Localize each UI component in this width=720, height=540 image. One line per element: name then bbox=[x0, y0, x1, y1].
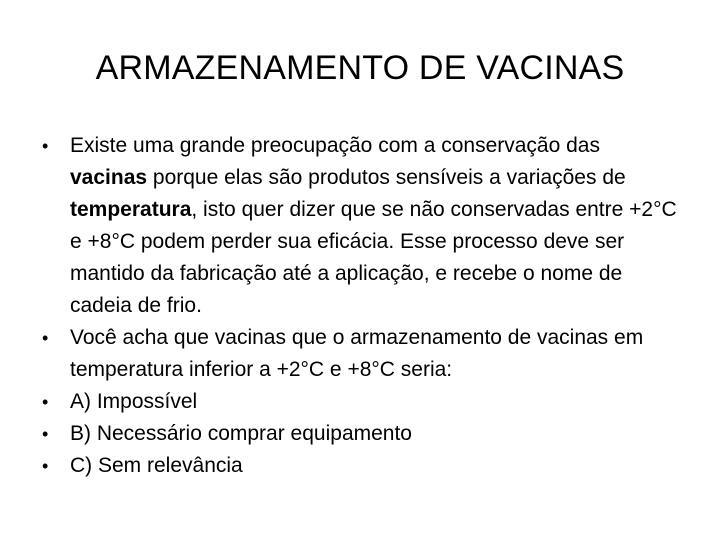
bullet-text: , isto quer dizer que se não conservadas entre +2°C e +8°C podem perder sua eficácia. Esse processo deve ser mantido da fabricação até a aplicação, e recebe o nome de cadeia de frio. bbox=[70, 198, 677, 317]
bullet-text: porque elas são produtos sensíveis a variações de bbox=[147, 166, 626, 189]
slide-title: ARMAZENAMENTO DE VACINAS bbox=[95, 49, 625, 87]
bullet-icon: • bbox=[42, 424, 49, 444]
bullet-icon: • bbox=[42, 456, 49, 476]
bullet-icon: • bbox=[42, 392, 49, 412]
bullet-text: Você acha que vacinas que o armazenamento de vacinas em temperatura inferior a +2°C e +8°C seria: bbox=[70, 326, 644, 381]
bullet-item-conservacao bbox=[42, 130, 682, 322]
bullet-text: Existe uma grande preocupação com a conservação das bbox=[70, 134, 600, 157]
bold-term-temperatura: temperatura bbox=[70, 198, 192, 221]
bullet-text: B) Necessário comprar equipamento bbox=[70, 422, 412, 445]
bullet-item-option-c bbox=[42, 450, 682, 482]
bullet-text: C) Sem relevância bbox=[70, 454, 243, 477]
bullet-item-option-a bbox=[42, 386, 682, 418]
bold-term-vacinas: vacinas bbox=[70, 166, 148, 189]
bullet-item-option-b bbox=[42, 418, 682, 450]
bullet-text: A) Impossível bbox=[70, 390, 198, 413]
bullet-icon: • bbox=[42, 136, 49, 156]
bullet-item-question bbox=[42, 322, 682, 386]
bullet-icon: • bbox=[42, 328, 49, 348]
bullet-list bbox=[42, 130, 682, 482]
